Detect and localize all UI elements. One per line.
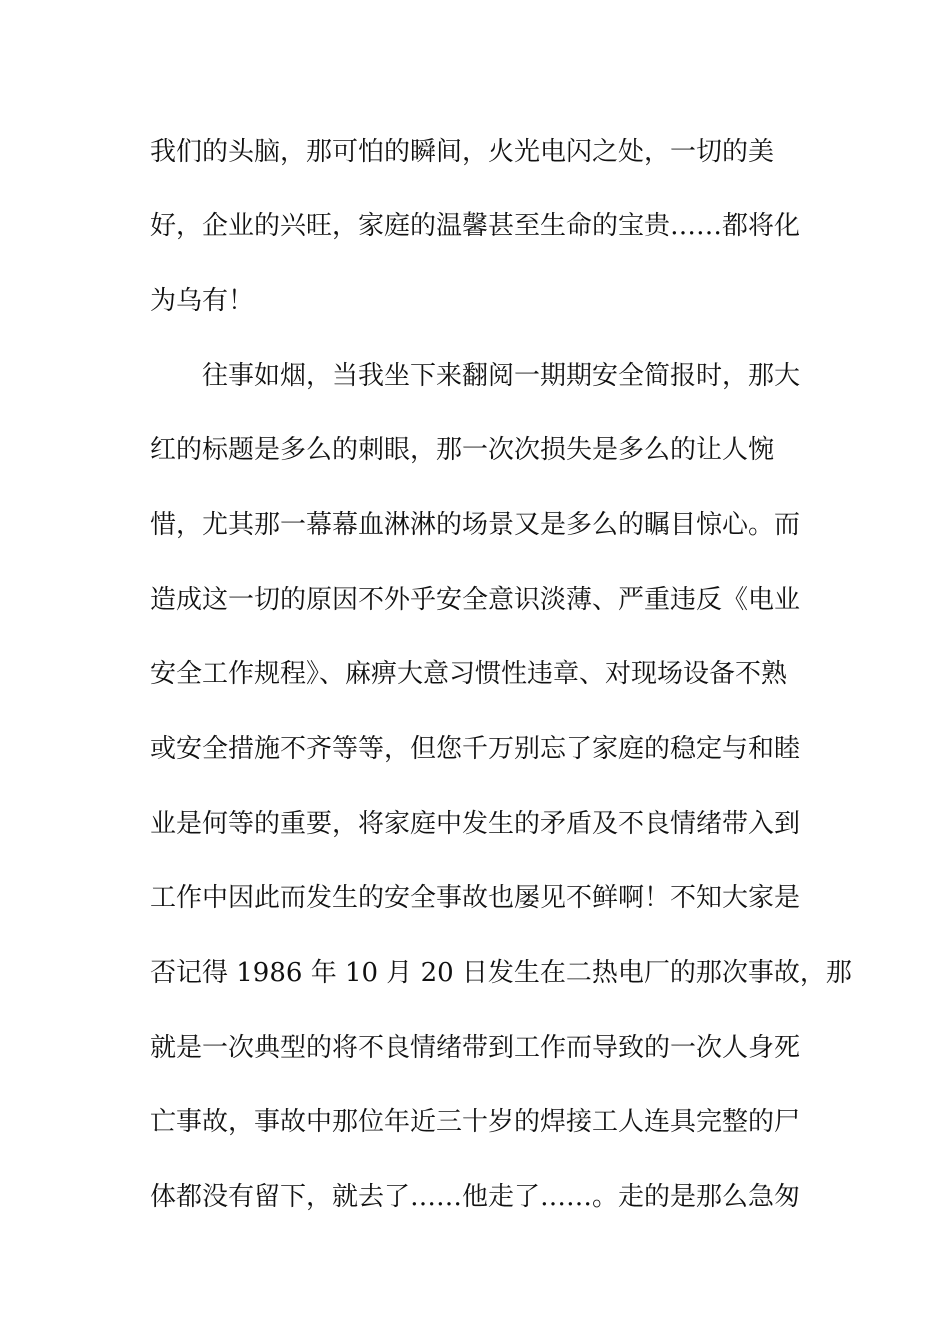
- text-line: 惜，尤其那一幕幕血淋淋的场景又是多么的瞩目惊心。而: [150, 510, 801, 540]
- text-line: 红的标题是多么的刺眼，那一次次损失是多么的让人惋: [150, 435, 775, 465]
- text-line: 好，企业的兴旺，家庭的温馨甚至生命的宝贵……都将化: [150, 211, 801, 241]
- text-line: 我们的头脑，那可怕的瞬间，火光电闪之处，一切的美: [150, 137, 775, 167]
- text-line: 就是一次典型的将不良情绪带到工作而导致的一次人身死: [150, 1033, 801, 1063]
- text-line: 工作中因此而发生的安全事故也屡见不鲜啊！不知大家是: [150, 883, 801, 913]
- paragraph-first-line: 往事如烟，当我坐下来翻阅一期期安全简报时，那大: [202, 361, 801, 391]
- text-line: 造成这一切的原因不外乎安全意识淡薄、严重违反《电业: [150, 585, 801, 615]
- text-line: 安全工作规程》、麻痹大意习惯性违章、对现场设备不熟: [150, 659, 788, 689]
- text-line: 体都没有留下，就去了……他走了……。走的是那么急匆: [150, 1182, 801, 1212]
- text-line: 业是何等的重要，将家庭中发生的矛盾及不良情绪带入到: [150, 809, 801, 839]
- text-line: 否记得 1986 年 10 月 20 日发生在二热电厂的那次事故，那: [150, 958, 852, 988]
- text-line: 亡事故，事故中那位年近三十岁的焊接工人连具完整的尸: [150, 1107, 801, 1137]
- text-line: 或安全措施不齐等等，但您千万别忘了家庭的稳定与和睦: [150, 734, 801, 764]
- text-line: 为乌有！: [150, 286, 255, 316]
